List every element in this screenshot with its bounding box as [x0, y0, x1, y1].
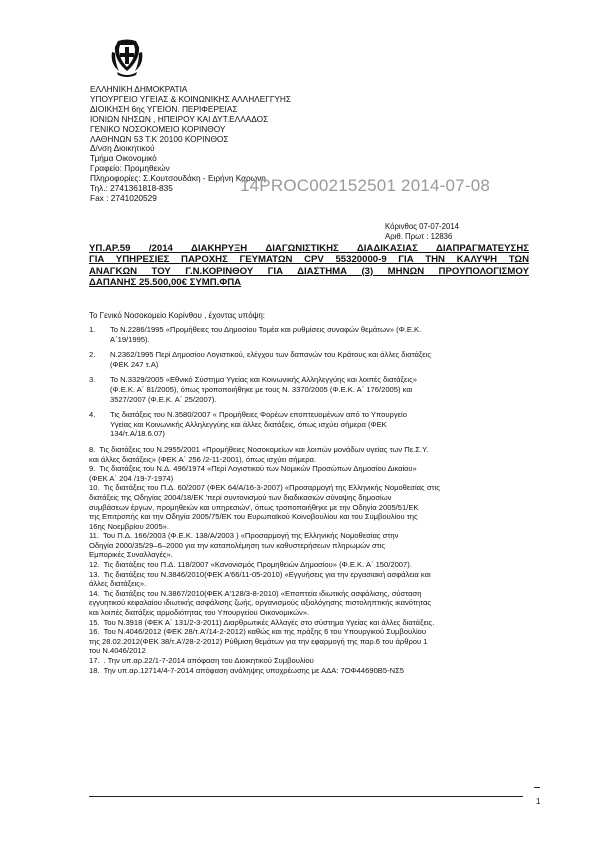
item-line — [89, 666, 531, 676]
list-item — [89, 627, 531, 656]
item-line: της 28.02.2012(ΦΕΚ 38/τ.Α'/28-2-2012) Ρύθμιση θεμάτων για την εφαρμογή της παρ.6 του άρθρου 1 — [89, 636, 428, 646]
item-line — [89, 464, 531, 474]
item-line: διατάξεις της Οδηγίας 2004/18/ΕΚ 'περί συντονισμού των διαδικασιών σύναψης δημοσίων — [89, 492, 392, 502]
item-line: Τις διατάξεις του Ν.3580/2007 « Προμήθειες Φορέων εποπτευομένων από το Υπουργείο — [110, 410, 407, 420]
header-line: ΛΑΘΗΝΩΝ 53 Τ.Κ 20100 ΚΟΡΙΝΘΟΣ — [90, 133, 229, 144]
header-line: Γραφείο: Προμηθειών — [90, 163, 170, 174]
item-line — [89, 570, 531, 580]
title-line: ΥΠ.ΑΡ.59 /2014 ΔΙΑΚΗΡΥΞΗ ΔΙΑΓΩΝΙΣΤΙΚΗΣ ΔΙΑΔΙΚΑΣΙΑΣ ΔΙΑΠΡΑΓΜΑΤΕΥΣΗΣ — [89, 243, 529, 254]
page-number: 1 — [536, 797, 541, 806]
item-text: Τις διατάξεις του Ν.2955/2001 «Προμήθειες Νοσοκομείων και λοιπών μονάδων υγείας των Πε.Σ.Υ. — [99, 444, 429, 454]
item-line — [89, 589, 531, 599]
header-line: Πληροφορίες: Σ.Κουτσουδάκη - Ειρήνη Καρωνη — [90, 173, 266, 184]
item-text: Του Ν.4046/2012 (ΦΕΚ 28/τ.Α'/14-2-2012) καθώς και της πράξης 6 του Υπουργικού Συμβουλίου — [103, 627, 427, 637]
item-line — [89, 627, 531, 637]
item-line: της Επιτροπής και την Οδηγία 2005/75/ΕΚ του Ευρωπαϊκού Κοινοβουλίου και του Συμβουλίου της — [89, 512, 418, 522]
item-number: 18. — [89, 665, 100, 675]
header-line: ΙΟΝΙΩΝ ΝΗΣΩΝ , ΗΠΕΙΡΟΥ ΚΑΙ ΔΥΤ.ΕΛΛΑΔΟΣ — [90, 113, 269, 124]
list-item — [89, 666, 531, 676]
item-text: Τις διατάξεις του Π.Δ. 118/2007 «Κανονισμός Προμηθειών Δημοσίου» (Φ.Ε.Κ. Α΄ 150/2007). — [103, 560, 412, 570]
list-item — [89, 325, 531, 344]
item-line: Εμπορικές Συναλλαγές». — [89, 550, 173, 560]
list-item — [89, 410, 531, 439]
header-line: ΓΕΝΙΚΟ ΝΟΣΟΚΟΜΕΙΟ ΚΟΡΙΝΘΟΥ — [90, 123, 226, 134]
item-number: 10. — [89, 483, 100, 493]
item-line: 16ης Νοεμβρίου 2005». — [89, 521, 169, 531]
list-item — [89, 464, 531, 483]
list-item — [89, 570, 531, 589]
list-item — [89, 560, 531, 570]
item-number: 3. — [89, 375, 96, 385]
item-line — [89, 531, 531, 541]
item-number: 12. — [89, 560, 100, 570]
item-number: 9. — [89, 464, 96, 474]
item-line: του Ν.4046/2012 — [89, 646, 146, 656]
list-item — [89, 618, 531, 628]
title-line: ΔΑΠΑΝΗΣ 25.500,00€ ΣΥΜΠ.ΦΠΑ — [89, 277, 242, 289]
considerations-list — [89, 325, 531, 675]
intro-text: Το Γενικό Νοσοκομείο Κορίνθου , έχοντας υπόψη: — [89, 311, 266, 320]
protocol-stamp: 14PROC002152501 2014-07-08 — [240, 176, 490, 195]
footer-divider — [89, 796, 523, 797]
list-item — [89, 656, 531, 666]
protocol-number: Αριθ. Πρωτ : 12836 — [385, 232, 453, 241]
item-line: άλλες διατάξεις». — [89, 579, 147, 589]
document-date: Κόρινθος 07-07-2014 — [385, 222, 459, 231]
item-line — [89, 560, 531, 570]
header-line: ΔΙΟΙΚΗΣΗ 6ης ΥΓΕΙΟΝ. ΠΕΡΙΦΕΡΕΙΑΣ — [90, 103, 238, 114]
item-line: και λοιπές διατάξεις αρμοδιότητας του Υπουργείου Οικονομικών». — [89, 608, 310, 618]
header-line: ΕΛΛΗΝΙΚΗ ΔΗΜΟΚΡΑΤΙΑ — [90, 84, 188, 94]
item-number: 11. — [89, 531, 99, 541]
header-line: Fax : 2741020529 — [90, 192, 157, 203]
item-text: Τις διατάξεις του Π.Δ. 60/2007 (ΦΕΚ 64/Α/16-3-2007) «Προσαρμογή της Ελληνικής Νομοθεσίας στις — [103, 483, 440, 493]
item-line: Το Ν.2286/1995 «Προμήθειες του Δημοσίου Τομέα και ρυθμίσεις συναφών θεμάτων» (Φ.Ε.Κ. — [110, 325, 422, 334]
item-line — [89, 656, 531, 666]
item-number: 14. — [89, 588, 100, 598]
greek-emblem-icon — [109, 38, 145, 78]
date-block — [385, 222, 459, 242]
item-line — [89, 618, 531, 628]
item-number: 15. — [89, 617, 100, 627]
list-item — [89, 375, 531, 404]
item-text: Του Π.Δ. 166/2003 (Φ.Ε.Κ. 138/Α/2003 ) «Προσαρμογή της Ελληνικής Νομοθεσίας στην — [103, 531, 399, 541]
list-item — [89, 589, 531, 618]
item-line: (Φ.Ε.Κ. Α΄ 81/2005), όπως τροποποιήθηκε με τους Ν. 3370/2005 (Φ.Ε.Κ. Α΄ 176/2005) και — [110, 384, 413, 394]
item-number: 16. — [89, 627, 100, 637]
item-line: συμβάσεων έργων, προμηθειών και υπηρεσιών', όπως τροποποιήθηκε με την Οδηγία 2005/51/ΕΚ — [89, 502, 419, 512]
item-text: Του Ν.3918 (ΦΕΚ Α΄ 131/2-3-2011) Διαρθρωτικές Αλλαγές στο σύστημα Υγείας και άλλες διατάξεις. — [103, 617, 435, 627]
item-line: Το Ν.3329/2005 «Εθνικό Σύστημα Υγείας και Κοινωνικής Αλληλεγγύης και λοιπές διατάξεις» — [110, 375, 417, 385]
item-line: (ΦΕΚ Α΄ 204 /19-7-1974) — [89, 473, 174, 483]
item-text: . Την υπ.αρ.22/1-7-2014 απόφαση του Διοικητικού Συμβουλίου — [103, 656, 314, 665]
item-number: 8. — [89, 444, 96, 454]
item-line — [89, 445, 531, 455]
item-line: 134/τ.Α/18.6.07) — [110, 429, 165, 439]
header-line: Τμήμα Οικονομικό — [90, 153, 157, 164]
item-number: 13. — [89, 569, 100, 579]
item-number: 1. — [89, 325, 96, 334]
list-item — [89, 531, 531, 560]
item-line — [89, 483, 531, 493]
item-number: 4. — [89, 410, 96, 420]
list-item — [89, 483, 531, 531]
item-text: Την υπ.αρ.12714/4-7-2014 απόφαση ανάληψης υποχρέωσης με ΑΔΑ: 7ΟΦ44690Β5-ΝΣ5 — [103, 665, 405, 675]
header-line: Δ/νση Διοικητικού — [90, 143, 155, 154]
item-line: (ΦΕΚ 247 τ.Α) — [110, 359, 159, 369]
item-line: και άλλες διατάξεις» (ΦΕΚ Α΄ 256 /2-11-2001), όπως ισχύει σήμερα. — [89, 454, 317, 464]
item-text: Τις διατάξεις του Ν.3867/2010(ΦΕΚ Α'128/3-8-2010) «Εποπτεία ιδιωτικής ασφάλισης, σύσταση — [103, 588, 422, 598]
document-title — [89, 243, 529, 289]
title-line: ΓΙΑ ΥΠΗΡΕΣΙΕΣ ΠΑΡΟΧΗΣ ΓΕΥΜΑΤΩΝ CPV 55320000-9 ΓΙΑ ΤΗΝ ΚΑΛΥΨΗ ΤΩΝ — [89, 254, 529, 266]
item-number: 2. — [89, 350, 96, 360]
list-item — [89, 350, 531, 369]
item-text: Τις διατάξεις του Ν.Δ. 496/1974 «Περί Λογιστικού των Νομικών Προσώπων Δημοσίου Δικαίου» — [99, 464, 417, 474]
page-mark — [534, 787, 540, 788]
item-line: Οδηγία 2000/35/29–6–2000 για την καταπολέμηση των καθυστερήσεων πληρωμών στις — [89, 540, 385, 550]
item-line: Α΄19/1995). — [110, 334, 150, 344]
title-line: ΑΝΑΓΚΩΝ ΤΟΥ Γ.Ν.ΚΟΡΙΝΘΟΥ ΓΙΑ ΔΙΑΣΤΗΜΑ (3) ΜΗΝΩΝ ΠΡΟΥΠΟΛΟΓΙΣΜΟΥ — [89, 265, 529, 277]
header-line: ΥΠΟΥΡΓΕΙΟ ΥΓΕΙΑΣ & ΚΟΙΝΩΝΙΚΗΣ ΑΛΛΗΛΕΓΓΥΗΣ — [90, 93, 292, 104]
list-item — [89, 445, 531, 464]
item-line: 3527/2007 (Φ.Ε.Κ. Α΄ 25/2007). — [110, 394, 217, 404]
item-text: Τις διατάξεις του Ν.3846/2010(ΦΕΚ Α'66/11-05-2010) «Εγγυήσεις για την εργασιακή ασφάλεια και — [103, 569, 431, 579]
item-line: εγγυητικού κεφαλαίου ιδιωτικής ασφάλισης ζωής, οργανισμούς αξιολόγησης πιστοληπτικής ικανότητας — [89, 598, 432, 608]
item-line: Ν.2362/1995 Περί Δημοσίου Λογιστικού, ελέγχου των δαπανών του Κράτους και άλλες διατάξεις — [110, 350, 432, 360]
item-line: Υγείας και Κοινωνικής Αλληλεγγύης και άλλες διατάξεις, όπως ισχύει σήμερα (ΦΕΚ — [110, 419, 387, 429]
item-number: 17. — [89, 656, 100, 665]
header-line: Τηλ.: 2741361818-835 — [90, 183, 173, 194]
